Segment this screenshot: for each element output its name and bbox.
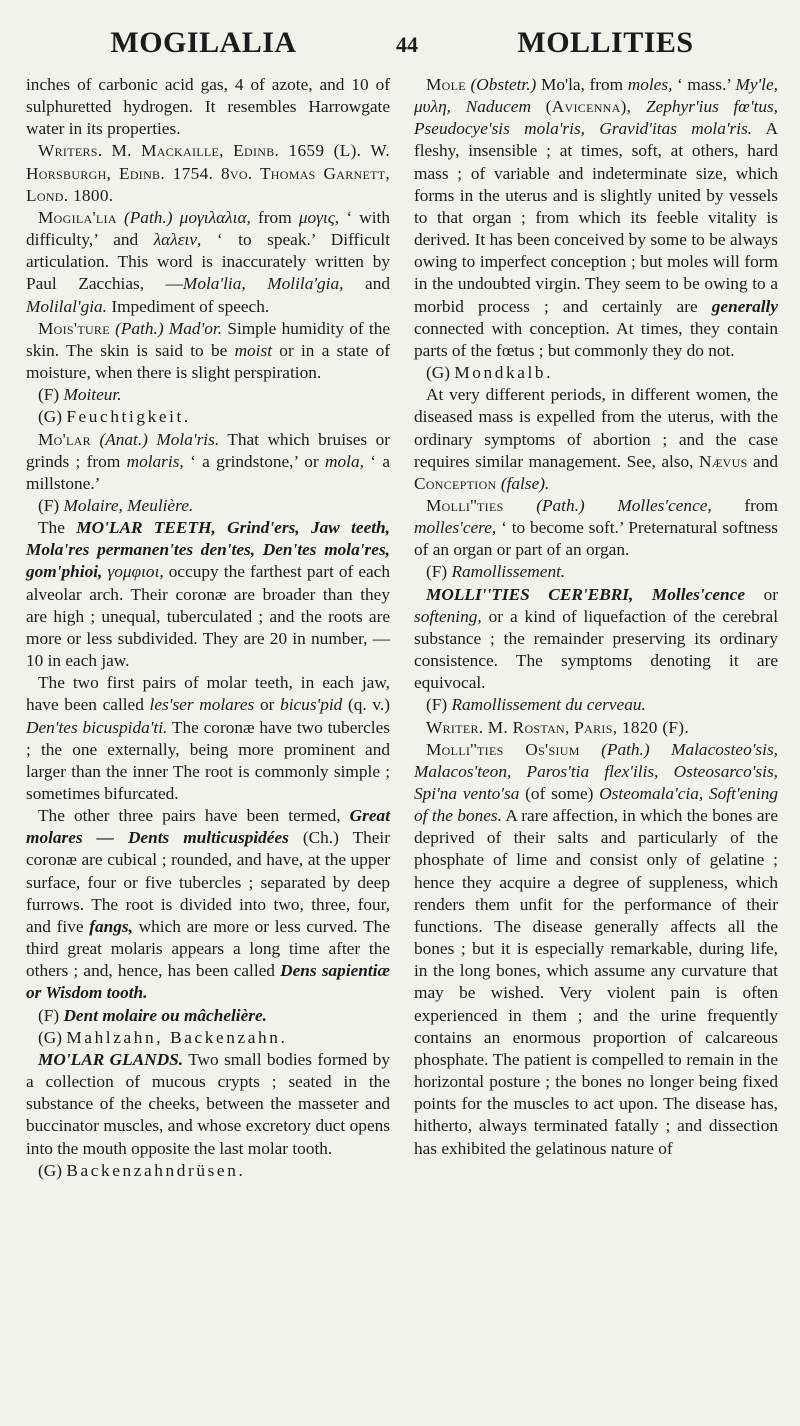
entry-mogilalia: Mogila'lia (Path.) μογιλαλια, from μογις, ‘ with difficulty,’ and λαλειν, ‘ to speak.’ Difficult articulation. This word is inaccurately written by Paul Zacchias, —Mola'lia, Molila'gia, and Molilal'gia. Impediment of speech.	[26, 207, 390, 316]
headword: Molli''ties Os'sium	[426, 739, 580, 759]
french-equivalent: (F) Molaire, Meulière.	[38, 495, 194, 515]
text-columns	[26, 74, 778, 1182]
writers-entry: Writers. M. Mackaille, Edinb. 1659 (L). W. Horsburgh, Edinb. 1754. 8vo. Thomas Garnett, Lond. 1800.	[26, 141, 390, 205]
headword: Mogila'lia	[38, 207, 117, 227]
paragraph-mole-expulsion: At very different periods, in different women, the diseased mass is expelled from the uterus, with the ordinary symptoms of abortion ; and the case requires similar management. See, also, Nævus and Conception (false).	[414, 385, 778, 493]
german-equivalent: (G) Mahlzahn, Backenzahn.	[38, 1027, 288, 1047]
right-column	[414, 74, 778, 1182]
page-number: 44	[396, 32, 418, 57]
entry-mollities-ossium: Molli''ties Os'sium (Path.) Malacosteo'sis, Malacos'teon, Paros'tia flex'ilis, Osteosarco'sis, Spi'na vento'sa (of some) Osteomala'cia, Soft'ening of the bones. A rare affection, in which the bones are deprived of their salts and particularly of the phosphate of lime and consist only of gelatine ; hence they acquire a degree of suppleness, which renders them unfit for the performance of their functions. The disease generally affects all the bones ; but it is especially remarkable, during life, in the long bones, which assume any curvature that may be wished. Very violent pain is often experienced in them ; and the urine frequently contains an enormous proportion of calcareous phosphate. The patient is compelled to remain in the horizontal posture ; the bones no longer being fixed points for the muscles to act upon. The disease has, hitherto, always terminated fatally ; and dissection has exhibited the gelatinous nature of	[414, 739, 778, 1158]
entry-molar: Mo'lar (Anat.) Mola'ris. That which bruises or grinds ; from molaris, ‘ a grindstone,’ or mola, ‘ a millstone.’	[26, 429, 391, 493]
subentry-mollities-cerebri: MOLLI''TIES CER'EBRI, Molles'cence or softening, or a kind of liquefaction of the cerebral substance ; the remainder preserving its ordinary consistence. The symptoms denoting it are equivocal.	[414, 584, 778, 693]
headword: Mo'lar	[38, 429, 91, 449]
left-column	[26, 74, 390, 1182]
german-equivalent: (G) Mondkalb.	[426, 363, 554, 383]
french-equivalent: (F) Ramollissement.	[426, 562, 566, 582]
entry-moisture: Mois'ture (Path.) Mad'or. Simple humidity of the skin. The skin is said to be moist or in a state of moisture, when there is slight perspiration.	[26, 318, 391, 383]
subentry-molar-teeth: The MO'LAR TEETH, Grind'ers, Jaw teeth, Mola'res permanen'tes den'tes, Den'tes mola'res, gom'phioi, γομφιοι, occupy the farthest part of each alveolar arch. Their coronæ are broader than they are high ; unequal, tuberculated ; and the roots are more or less subdivided. They are 20 in number, — 10 in each jaw.	[26, 518, 390, 671]
french-equivalent: (F) Ramollissement du cerveau.	[426, 695, 646, 715]
headword: Mole	[426, 75, 466, 94]
paragraph-great-molares: The other three pairs have been termed, Great molares — Dents multicuspidées (Ch.) Their coronæ are cubical ; rounded, and have, at the upper surface, four or five tubercles ; separated by deep furrows. The root is divided into two, three, four, and five fangs, which are more or less curved. The third great molaris appears a long time after the others ; and, hence, has been called Dens sapientiæ or Wisdom tooth.	[26, 806, 390, 1003]
paragraph-bicuspid: The two first pairs of molar teeth, in each jaw, have been called les'ser molares or bicus'pid (q. v.) Den'tes bicuspida'ti. The coronæ have two tubercles ; the one externally, being more prominent and larger than the inner The root is commonly simple ; sometimes bifurcated.	[26, 673, 391, 803]
writers-entry: Writer. M. Rostan, Paris, 1820 (F).	[426, 717, 689, 737]
entry-mollities: Molli''ties (Path.) Molles'cence, from molles'cere, ‘ to become soft.’ Preternatural softness of an organ or part of an organ.	[414, 495, 779, 560]
french-equivalent: (F) Moiteur.	[38, 385, 122, 405]
header-left-headword: MOGILALIA	[110, 26, 297, 59]
entry-mole: Mole (Obstetr.) Mo'la, from moles, ‘ mass.’ My'le, μυλη, Naducem (Avicenna), Zephyr'ius fœ'tus, Pseudocye'sis mola'ris, Gravid'itas mola'ris. A fleshy, insensible ; at times, soft, at others, hard mass ; of variable and indeterminate size, which forms in the uterus and is slightly united by vessels to that organ ; from which its feeble vitality is derived. It has been conceived by some to be always owing to imperfect conception ; but moles will form in the undoubted virgin. They seem to be owing to a morbid process ; and certainly are generally connected with conception. At times, they contain parts of the fœtus ; but commonly they do not.	[414, 75, 779, 360]
running-header	[26, 26, 778, 68]
french-equivalent: (F) Dent molaire ou mâchelière.	[38, 1005, 267, 1025]
header-right-headword: MOLLITIES	[517, 26, 694, 59]
subentry-molar-glands: MO'LAR GLANDS. Two small bodies formed by a collection of mucous crypts ; seated in the substance of the cheeks, between the masseter and buccinator muscles, and whose excretory duct opens into the mouth opposite the last molar tooth.	[26, 1049, 390, 1158]
german-equivalent: (G) Backenzahndrüsen.	[38, 1160, 246, 1180]
headword: Mois'ture	[38, 318, 110, 338]
german-equivalent: (G) Feuchtigkeit.	[38, 407, 191, 427]
paragraph-continued: inches of carbonic acid gas, 4 of azote, and 10 of sulphuretted hydrogen. It resembles Harrowgate water in its properties.	[26, 75, 390, 139]
headword: Molli''ties	[426, 495, 504, 515]
